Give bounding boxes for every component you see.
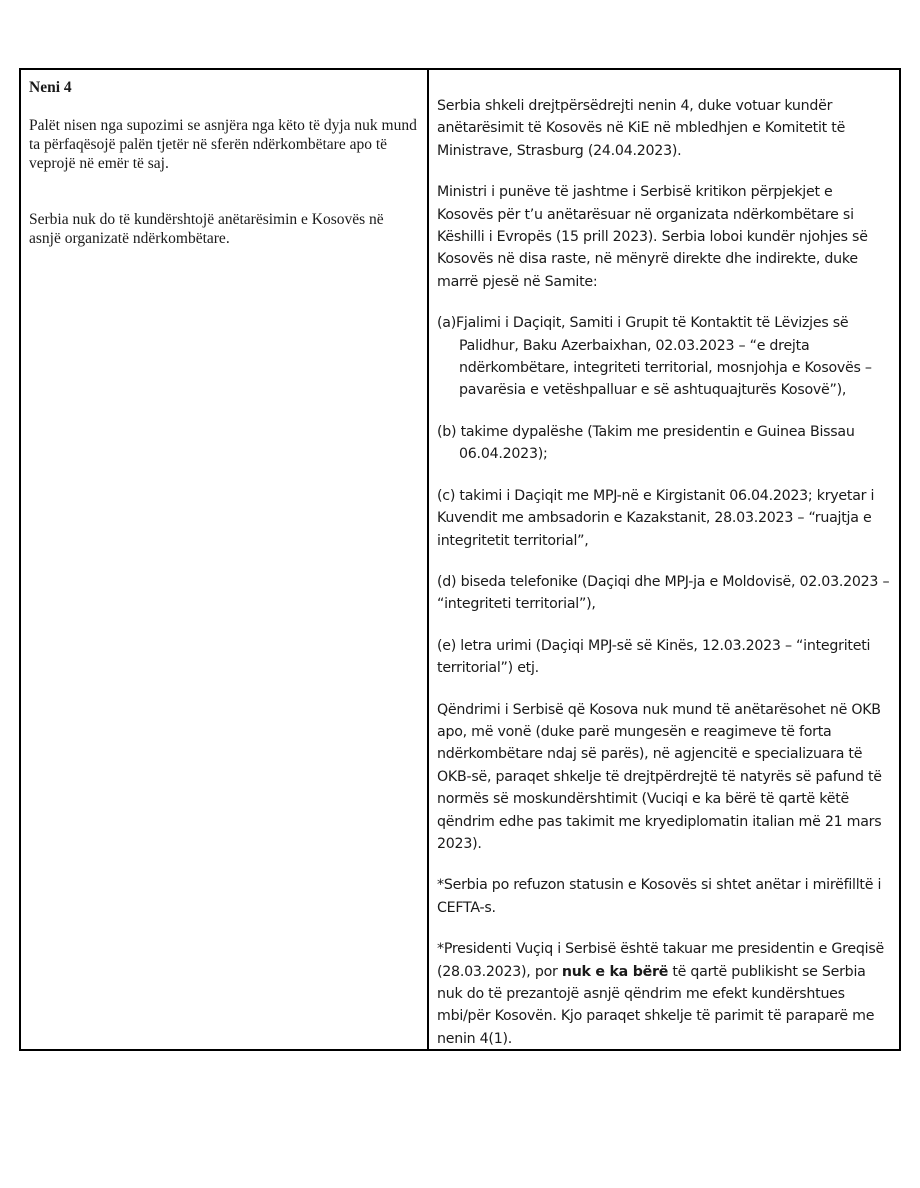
list-item-d: (d) biseda telefonike (Daçiqi dhe MPJ-ja e Moldovisë, 02.03.2023 – “integriteti territorial”),	[437, 573, 890, 613]
note-text-end: të qartë publikisht se Serbia nuk do të prezantojë asnjë qëndrim me efekt kundërshtues mbi/për Kosovën. Kjo paraqet shkelje të parimit të paraparë me nenin 4(1).	[437, 963, 875, 1047]
article-text-column	[21, 70, 429, 1049]
article-heading: Neni 4	[29, 79, 72, 96]
article-paragraph-1: Palët nisen nga supozimi se asnjëra nga këto të dyja nuk mund ta përfaqësojë palën tjetër në sferën ndërkombëtare apo të veprojë në emër të saj.	[29, 117, 417, 172]
article-table	[19, 68, 901, 1051]
violation-paragraph-3: Qëndrimi i Serbisë që Kosova nuk mund të anëtarësohet në OKB apo, më vonë (duke parë mungesën e reagimeve të forta ndërkombëtare ndaj së parës), në agjencitë e specializuara të OKB-së, paraqet shkelje të drejtpërdrejtë të natyrës së pafund të normës së moskundërshtimit (Vuciqi e ka bërë të qartë këtë qëndrim edhe pas takimit me kryediplomatin italian më 21 mars 2023).	[437, 701, 882, 852]
note-text-start: *Presidenti Vuçiq i Serbisë është takuar me presidentin e Greqisë (28.03.2023), por	[437, 941, 884, 980]
list-item-c: (c) takimi i Daçiqit me MPJ-në e Kirgistanit 06.04.2023; kryetar i Kuvendit me ambsadorin e Kazakstanit, 28.03.2023 – “ruajtja e integritetit territorial”,	[437, 487, 875, 549]
cefta-note: *Serbia po refuzon statusin e Kosovës si shtet anëtar i mirëfilltë i CEFTA-s.	[437, 877, 882, 916]
article-paragraph-2: Serbia nuk do të kundërshtojë anëtarësimin e Kosovës në asnjë organizatë ndërkombëtare.	[29, 211, 384, 247]
violation-paragraph-1: Serbia shkeli drejtpërsëdrejti nenin 4, duke votuar kundër anëtarësimit të Kosovës në KiE në mbledhjen e Komitetit të Ministrave, Strasburg (24.04.2023).	[437, 98, 846, 159]
greece-meeting-note	[437, 938, 891, 1050]
list-item-e: (e) letra urimi (Daçiqi MPJ-së së Kinës, 12.03.2023 – “integriteti territorial”) etj.	[437, 637, 871, 677]
violations-column	[429, 70, 899, 1049]
note-emphasis: nuk e ka bërë	[561, 963, 669, 980]
violation-paragraph-2: Ministri i punëve të jashtme i Serbisë kritikon përpjekjet e Kosovës për t’u anëtarësuar në organizata ndërkombëtare si Këshilli i Evropës (15 prill 2023). Serbia loboi kundër njohjes së Kosovës në disa raste, në mënyrë direkte dhe indirekte, duke marrë pjesë në Samite:	[437, 184, 868, 290]
list-item-a: (a)Fjalimi i Daçiqit, Samiti i Grupit të Kontaktit të Lëvizjes së Palidhur, Baku Azerbaixhan, 02.03.2023 – “e drejta ndërkombëtare, integriteti territorial, mosnjohja e Kosovës – pavarësia e vetëshpalluar e së ashtuquajturës Kosovë”),	[437, 315, 872, 399]
list-item-b: (b) takime dypalëshe (Takim me presidentin e Guinea Bissau 06.04.2023);	[437, 423, 855, 463]
